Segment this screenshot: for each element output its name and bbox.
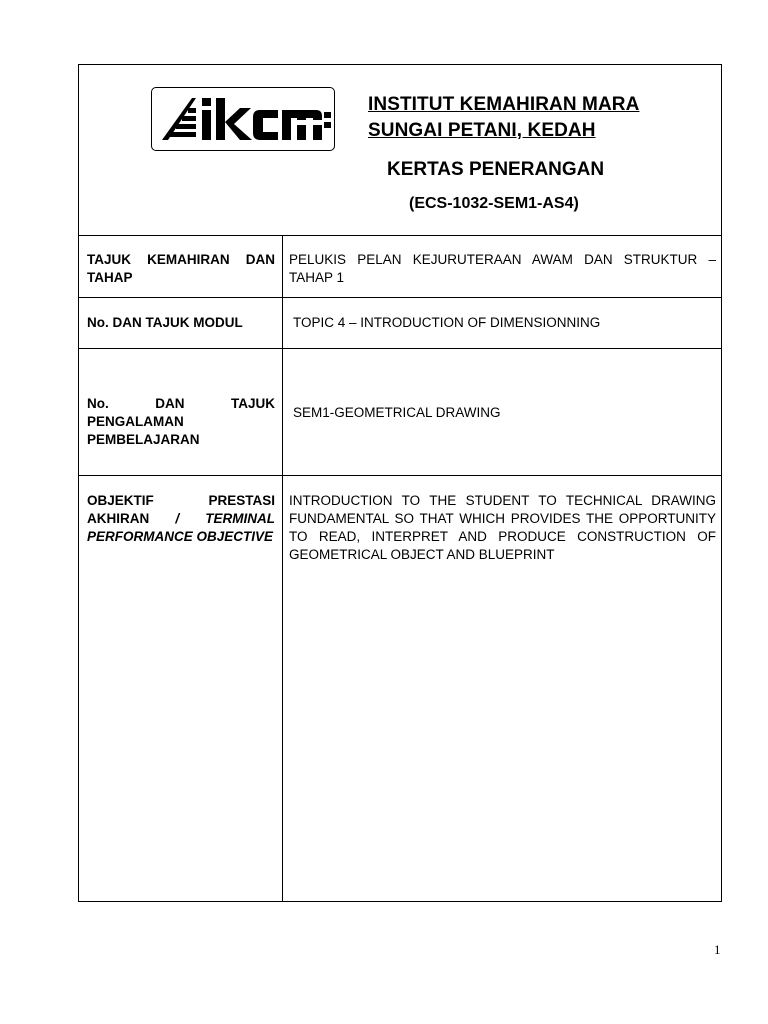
institution-location: SUNGAI PETANI, KEDAH [368, 120, 596, 141]
skill-value: PELUKIS PELAN KEJURUTERAAN AWAM DAN STRUKTUR – TAHAP 1 [289, 252, 716, 285]
objective-row [79, 476, 721, 901]
objective-label [87, 492, 275, 546]
learning-label-line2: PENGALAMAN PEMBELAJARAN [87, 414, 200, 447]
page-number: 1 [714, 942, 721, 957]
header-section [79, 65, 721, 236]
objective-label-line1: OBJEKTIF PRESTASI [87, 493, 275, 508]
objective-label-line3: PERFORMANCE OBJECTIVE [87, 529, 274, 544]
ikm-logo [151, 87, 335, 151]
institution-name: INSTITUT KEMAHIRAN MARA [368, 94, 640, 115]
module-label: No. DAN TAJUK MODUL [87, 315, 243, 330]
module-row [79, 298, 721, 349]
document-frame [78, 64, 722, 902]
skill-label: TAJUK KEMAHIRAN DAN TAHAP [87, 252, 275, 285]
learning-label [87, 395, 275, 449]
ikm-logo-mark [156, 92, 332, 148]
learning-value: SEM1-GEOMETRICAL DRAWING [293, 405, 501, 420]
skill-row [79, 235, 721, 298]
objective-label-terminal: / TERMINAL [175, 511, 275, 526]
objective-label-line2 [87, 510, 275, 528]
document-code: (ECS-1032-SEM1-AS4) [409, 195, 579, 212]
learning-label-line1: No. DAN TAJUK [87, 396, 275, 411]
document-type: KERTAS PENERANGAN [387, 159, 605, 180]
module-value: TOPIC 4 – INTRODUCTION OF DIMENSIONNING [293, 315, 601, 330]
objective-value: INTRODUCTION TO THE STUDENT TO TECHNICAL DRAWING FUNDAMENTAL SO THAT WHICH PROVIDES THE OPPORTUNITY TO READ, INTERPRET AND PRODUCE CONSTRUCTION OF GEOMETRICAL OBJECT AND BLUEPRINT [289, 493, 716, 562]
objective-label-akhiran: AKHIRAN [87, 511, 150, 526]
learning-row [79, 349, 721, 476]
